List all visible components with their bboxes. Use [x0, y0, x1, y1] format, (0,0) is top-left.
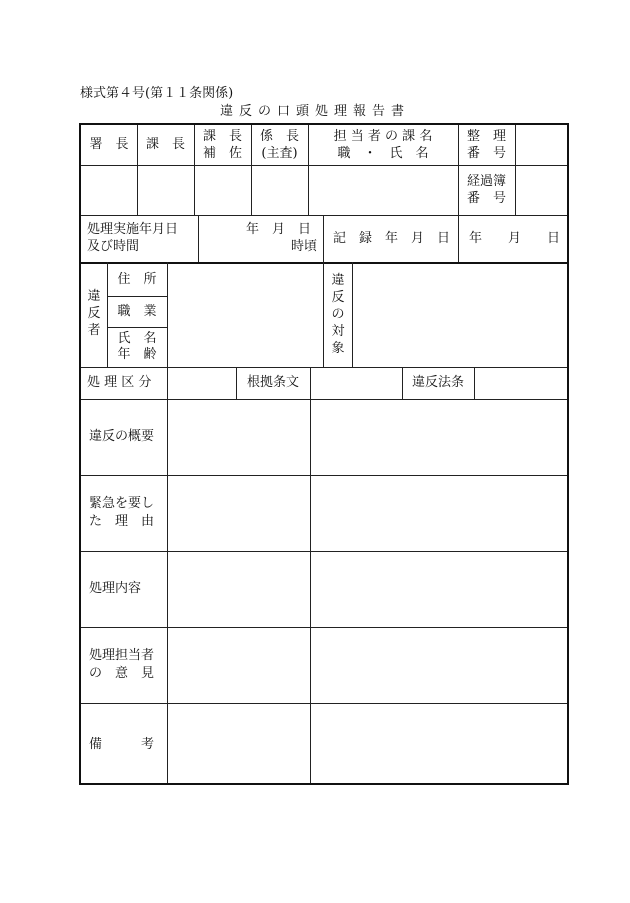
processed-time-label: 時頃: [291, 239, 318, 254]
row-line: [107, 296, 167, 297]
row-line: [81, 703, 567, 704]
col-line: [323, 215, 324, 262]
reference-number-label-2: 番 号: [466, 146, 506, 161]
recorded-date-label: 記 録 年 月 日: [333, 231, 451, 246]
violated-law-label: 違反法条: [411, 375, 464, 390]
section-chief-label: 課 長: [145, 137, 185, 152]
legal-basis-label: 根拠条文: [246, 375, 299, 390]
processed-date-label: 処理実施年月日: [87, 222, 179, 237]
report-form: [79, 123, 569, 785]
age-label: 年 齢: [117, 347, 157, 362]
col-line: [474, 367, 475, 399]
officer-label: 担 当 者 の 課 名: [333, 129, 433, 144]
col-line: [198, 215, 199, 262]
row-line: [81, 399, 567, 400]
col-line: [323, 262, 324, 367]
name-label: 氏 名: [117, 331, 157, 346]
subsection-chief-label: 係 長: [259, 129, 299, 144]
row-line: [81, 627, 567, 628]
officer-label-2: 職 ・ 氏 名: [337, 146, 429, 161]
row-line: [81, 475, 567, 476]
chief-label: 署 長: [89, 137, 129, 152]
officer-opinion-label-2: の 意 見: [89, 666, 155, 681]
violation-summary-label: 違反の概要: [89, 429, 155, 444]
col-line: [515, 125, 516, 215]
processed-date-label-2: 及び時間: [87, 239, 140, 254]
subsection-chief-label-2: (主査): [261, 146, 298, 161]
form-number: 様式第４号(第１１条関係): [80, 86, 234, 101]
address-label: 住 所: [117, 272, 157, 287]
form-title: 違反の口頭処理報告書: [219, 104, 410, 119]
occupation-label: 職 業: [117, 304, 157, 319]
row-line-thick: [81, 262, 567, 264]
processed-ymd-label: 年 月 日: [246, 222, 312, 237]
log-number-label: 経過簿: [466, 174, 506, 189]
deputy-chief-label: 課 長: [202, 129, 242, 144]
col-line: [167, 703, 168, 783]
processing-content-label: 処理内容: [89, 581, 142, 596]
urgency-reason-label: 緊急を要し: [89, 496, 155, 511]
remarks-label: 備 考: [89, 737, 155, 752]
urgency-reason-label-2: た 理 由: [89, 514, 155, 529]
row-line: [107, 327, 167, 328]
violator-label: 違反者: [87, 289, 101, 338]
log-number-label-2: 番 号: [466, 191, 506, 206]
row-line: [81, 367, 567, 368]
recorded-ymd-label: 年 月 日: [469, 231, 561, 246]
row-line: [81, 551, 567, 552]
col-line: [352, 262, 353, 367]
officer-opinion-label: 処理担当者: [89, 648, 155, 663]
col-line: [167, 262, 168, 703]
row-line: [81, 215, 567, 216]
deputy-chief-label-2: 補 佐: [202, 146, 242, 161]
col-line: [310, 367, 311, 399]
row-line: [81, 165, 567, 166]
reference-number-label: 整 理: [466, 129, 506, 144]
col-line: [310, 399, 311, 783]
classification-label: 処 理 区 分: [87, 375, 152, 390]
violation-target-label: 違反の対象: [331, 273, 345, 356]
